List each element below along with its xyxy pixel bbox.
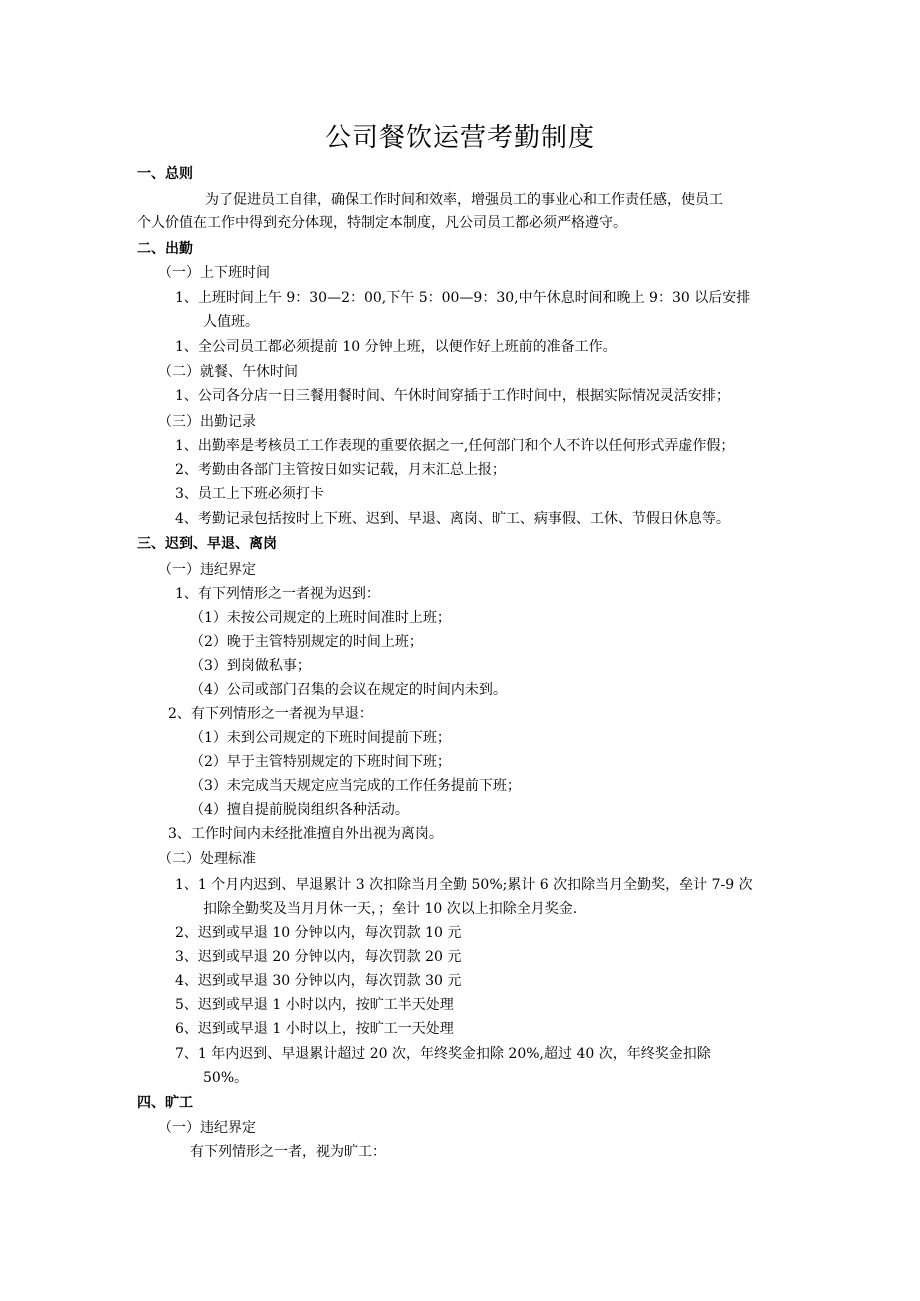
list-item-continuation: 50%。	[203, 1070, 249, 1086]
list-item-continuation: 扣除全勤奖及当月月休一天，；垒计 10 次以上扣除全月奖金.	[203, 901, 578, 917]
subsection-heading: （一）违纪界定	[158, 1120, 256, 1136]
sub-list-item: （4）公司或部门召集的会议在规定的时间内未到。	[190, 682, 507, 698]
section-heading-late-early-absent: 三、迟到、早退、离岗	[137, 536, 277, 552]
paragraph-line: 个人价值在工作中得到充分体现，特制定本制度，凡公司员工都必须严格遵守。	[137, 215, 627, 231]
list-item: 2、迟到或早退 10 分钟以内，每次罚款 10 元	[175, 925, 462, 941]
list-item: 1、全公司员工都必须提前 10 分钟上班，以便作好上班前的准备工作。	[175, 339, 617, 355]
sub-list-item: （1）未按公司规定的上班时间准时上班；	[190, 610, 451, 626]
list-item: 1、上班时间上午 9：30—2：00,下午 5：00—9：30,中午休息时间和晚上 9：30 以后安排	[175, 290, 751, 306]
list-item: 3、员工上下班必须打卡	[175, 486, 324, 502]
sub-list-item: （3）到岗做私事；	[190, 658, 311, 674]
paragraph-line: 为了促进员工自律，确保工作时间和效率，增强员工的事业心和工作责任感，使员工	[205, 192, 723, 208]
list-item: 3、工作时间内未经批准擅自外出视为离岗。	[168, 826, 443, 842]
subsection-heading: （二）处理标准	[158, 851, 256, 867]
list-item: 2、有下列情形之一者视为早退：	[168, 706, 373, 722]
subsection-heading: （三）出勤记录	[158, 414, 256, 430]
list-item: 1、有下列情形之一者视为迟到：	[175, 586, 380, 602]
list-item: 7、1 年内迟到、早退累计超过 20 次，年终奖金扣除 20%,超过 40 次，年终奖金扣除	[175, 1046, 711, 1062]
list-item: 1、1 个月内迟到、早退累计 3 次扣除当月全勤 50%;累计 6 次扣除当月全勤奖，垒计 7-9 次	[175, 877, 753, 893]
subsection-heading: （二）就餐、午休时间	[158, 364, 298, 380]
list-item: 6、迟到或早退 1 小时以上，按旷工一天处理	[175, 1021, 454, 1037]
list-item: 3、迟到或早退 20 分钟以内，每次罚款 20 元	[175, 949, 462, 965]
subsection-heading: （一）违纪界定	[158, 562, 256, 578]
sub-list-item: （2）晚于主管特别规定的时间上班；	[190, 634, 423, 650]
paragraph-line: 有下列情形之一者，视为旷工：	[190, 1144, 386, 1160]
list-item: 5、迟到或早退 1 小时以内，按旷工半天处理	[175, 997, 454, 1013]
sub-list-item: （3）未完成当天规定应当完成的工作任务提前下班；	[190, 778, 521, 794]
section-heading-general: 一、总则	[137, 166, 193, 182]
document-title: 公司餐饮运营考勤制度	[324, 123, 595, 153]
list-item: 1、出勤率是考核员工工作表现的重要依据之一,任何部门和个人不许以任何形式弄虚作假；	[175, 438, 735, 454]
section-heading-attendance: 二、出勤	[137, 241, 193, 257]
section-heading-absenteeism: 四、旷工	[137, 1095, 193, 1111]
sub-list-item: （1）未到公司规定的下班时间提前下班；	[190, 730, 451, 746]
sub-list-item: （4）擅自提前脱岗组织各种活动。	[190, 802, 409, 818]
list-item: 1、公司各分店一日三餐用餐时间、午休时间穿插于工作时间中，根据实际情况灵活安排；	[175, 388, 730, 404]
list-item-continuation: 人值班。	[203, 314, 259, 330]
list-item: 2、考勤由各部门主管按日如实记载，月末汇总上报；	[175, 462, 506, 478]
subsection-heading: （一）上下班时间	[158, 265, 270, 281]
list-item: 4、考勤记录包括按时上下班、迟到、早退、离岗、旷工、病事假、工休、节假日休息等。	[175, 511, 730, 527]
sub-list-item: （2）早于主管特别规定的下班时间下班；	[190, 754, 451, 770]
list-item: 4、迟到或早退 30 分钟以内，每次罚款 30 元	[175, 973, 462, 989]
